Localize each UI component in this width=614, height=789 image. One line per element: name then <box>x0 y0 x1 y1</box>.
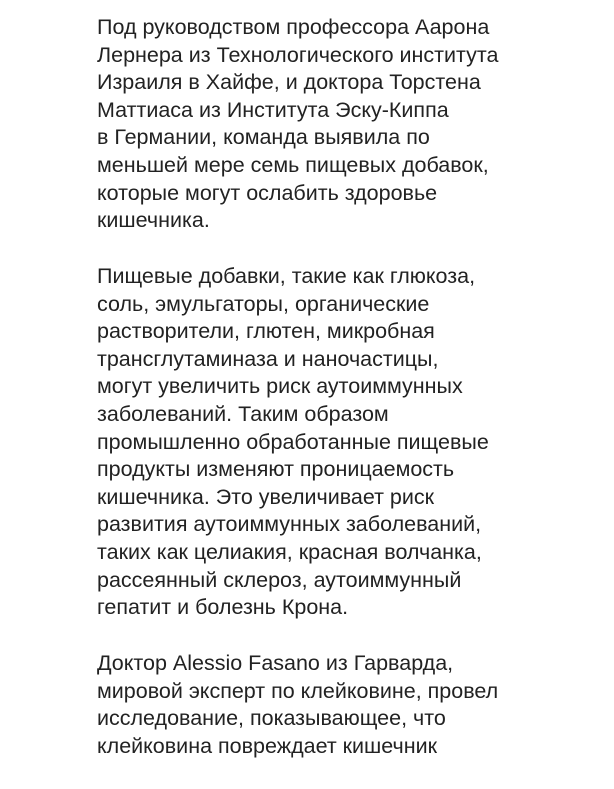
text-line: Лернера из Технологического института <box>97 42 499 67</box>
text-line: трансглутаминаза и наночастицы, <box>97 346 439 371</box>
paragraph-fasano <box>97 650 602 760</box>
paragraph-researchers <box>97 14 602 235</box>
text-line: развития аутоиммунных заболеваний, <box>97 512 482 537</box>
text-line: рассеянный склероз, аутоиммунный <box>97 567 462 592</box>
text-line: Израиля в Хайфе, и доктора Торстена <box>97 70 481 95</box>
text-line: гепатит и болезнь Крона. <box>97 595 349 620</box>
paragraph-additives <box>97 263 602 622</box>
text-line: клейковина повреждает кишечник <box>97 733 438 758</box>
text-line: Пищевые добавки, такие как глюкоза, <box>97 264 476 289</box>
text-line: меньшей мере семь пищевых добавок, <box>97 152 489 177</box>
text-line: которые могут ослабить здоровье <box>97 180 438 205</box>
text-line: в Германии, команда выявила по <box>97 125 430 150</box>
text-line: заболеваний. Таким образом <box>97 402 389 427</box>
text-line: Доктор Alessio Fasano из Гарварда, <box>97 651 454 676</box>
text-line: соль, эмульгаторы, органические <box>97 291 430 316</box>
text-line: промышленно обработанные пищевые <box>97 429 489 454</box>
text-line: таких как целиакия, красная волчанка, <box>97 539 482 564</box>
text-line: мировой эксперт по клейковине, провел <box>97 678 499 703</box>
text-line: исследование, показывающее, что <box>97 706 446 731</box>
text-line: могут увеличить риск аутоиммунных <box>97 374 463 399</box>
text-line: Маттиаса из Института Эску-Киппа <box>97 97 449 122</box>
text-line: растворители, глютен, микробная <box>97 319 435 344</box>
article-body <box>97 14 602 789</box>
text-line: кишечника. Это увеличивает риск <box>97 484 435 509</box>
text-line: Под руководством профессора Аарона <box>97 15 490 39</box>
text-line: кишечника. <box>97 208 210 233</box>
text-line: продукты изменяют проницаемость <box>97 457 455 482</box>
